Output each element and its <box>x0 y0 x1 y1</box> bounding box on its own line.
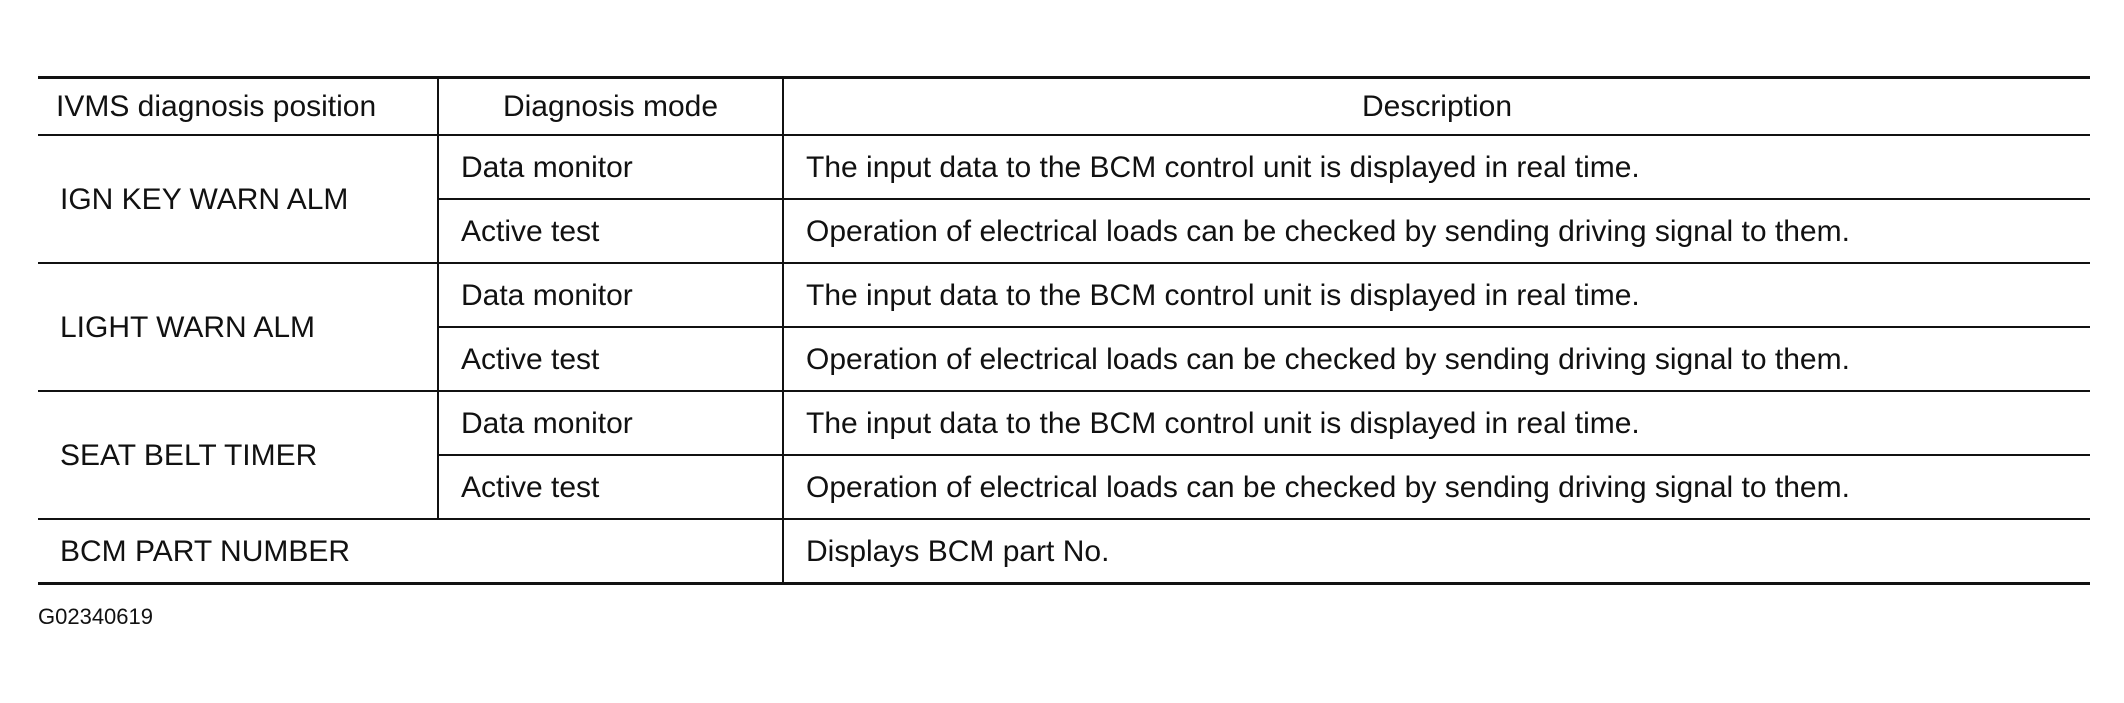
description-cell: The input data to the BCM control unit is displayed in real time. <box>783 263 2090 327</box>
table-row <box>38 135 2090 199</box>
table-row <box>38 519 2090 584</box>
position-cell: IGN KEY WARN ALM <box>38 135 438 263</box>
description-cell: Operation of electrical loads can be checked by sending driving signal to them. <box>783 327 2090 391</box>
header-description: Description <box>783 78 2090 136</box>
description-cell: The input data to the BCM control unit is displayed in real time. <box>783 391 2090 455</box>
description-cell: Operation of electrical loads can be checked by sending driving signal to them. <box>783 455 2090 519</box>
table-row <box>38 263 2090 327</box>
position-cell: SEAT BELT TIMER <box>38 391 438 519</box>
mode-cell: Active test <box>438 199 783 263</box>
mode-cell: Active test <box>438 455 783 519</box>
table-row <box>38 391 2090 455</box>
mode-cell: Active test <box>438 327 783 391</box>
position-cell: LIGHT WARN ALM <box>38 263 438 391</box>
description-cell: Operation of electrical loads can be checked by sending driving signal to them. <box>783 199 2090 263</box>
header-position: IVMS diagnosis position <box>38 78 438 136</box>
part-number-description-cell: Displays BCM part No. <box>783 519 2090 584</box>
part-number-position-cell: BCM PART NUMBER <box>38 519 783 584</box>
mode-cell: Data monitor <box>438 263 783 327</box>
mode-cell: Data monitor <box>438 391 783 455</box>
diagnosis-table <box>38 76 2090 585</box>
mode-cell: Data monitor <box>438 135 783 199</box>
figure-id: G02340619 <box>38 604 153 629</box>
table-header-row <box>38 78 2090 136</box>
header-mode: Diagnosis mode <box>438 78 783 136</box>
description-cell: The input data to the BCM control unit is displayed in real time. <box>783 135 2090 199</box>
